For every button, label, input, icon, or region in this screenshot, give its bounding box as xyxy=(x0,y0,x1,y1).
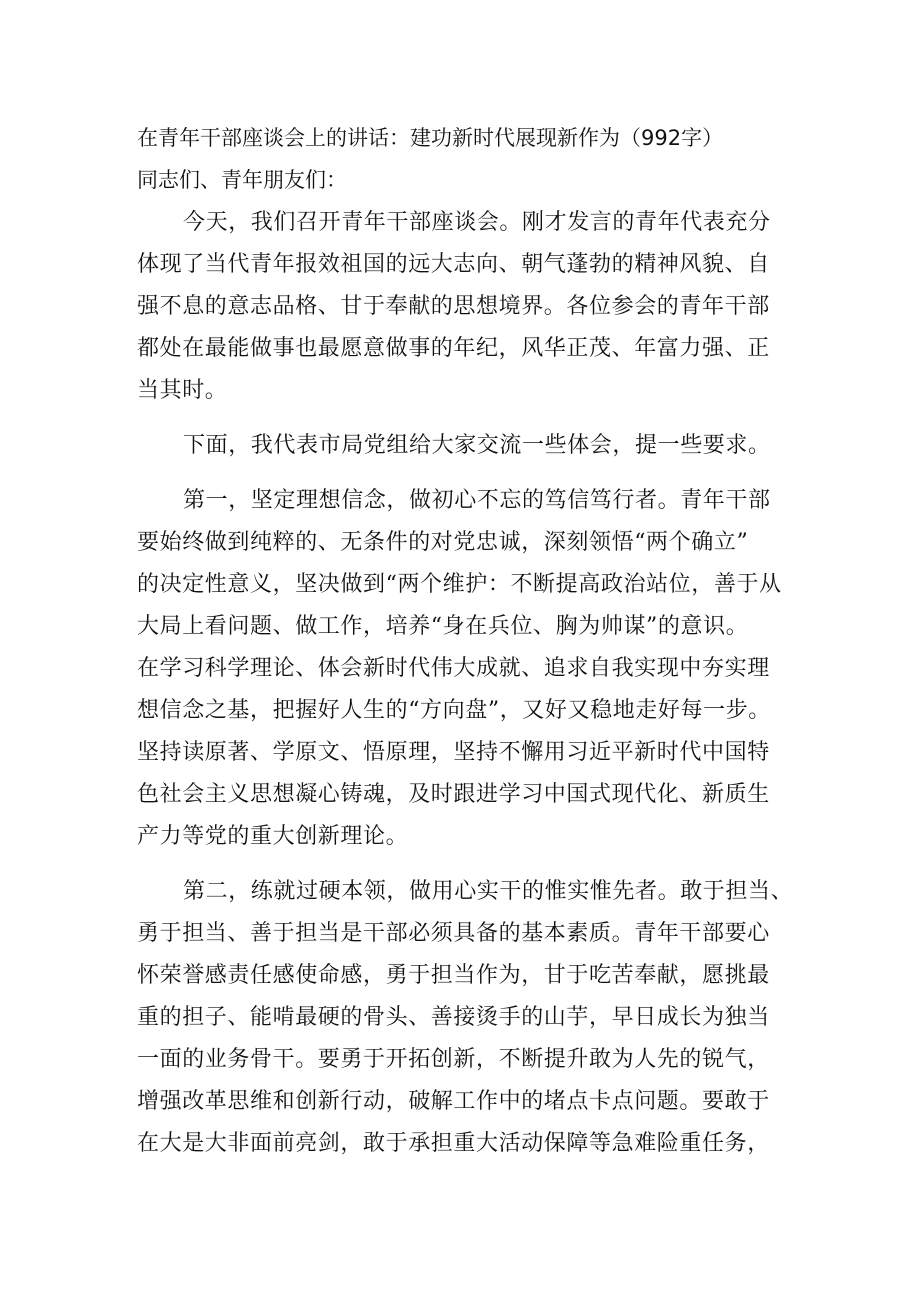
text-line: 在学习科学理论、体会新时代伟大成就、追求自我实现中夯实理 xyxy=(137,656,770,681)
document-title: 在青年干部座谈会上的讲话：建功新时代展现新作为（992字） xyxy=(137,126,724,150)
text-line: 勇于担当、善于担当是干部必须具备的基本素质。青年干部要心 xyxy=(137,921,770,946)
text-line: 大局上看问题、做工作，培养“身在兵位、胸为帅谋”的意识。 xyxy=(137,614,749,639)
text-line: 怀荣誉感责任感使命感，勇于担当作为，甘于吃苦奉献，愿挑最 xyxy=(137,963,770,988)
paragraph-1 xyxy=(137,202,797,412)
paragraph-4 xyxy=(137,871,797,1165)
text-line: 增强改革思维和创新行动，破解工作中的堵点卡点问题。要敢于 xyxy=(137,1089,770,1114)
text-line: 在大是大非面前亮剑，敢于承担重大活动保障等急难险重任务， xyxy=(137,1131,770,1156)
text-line: 都处在最能做事也最愿意做事的年纪，风华正茂、年富力强、正 xyxy=(137,336,770,361)
text-line: 想信念之基，把握好人生的“方向盘”，又好又稳地走好每一步。 xyxy=(137,698,771,723)
text-line: 第一，坚定理想信念，做初心不忘的笃信笃行者。青年干部 xyxy=(183,488,771,513)
text-line: 的决定性意义，坚决做到“两个维护：不断提高政治站位，善于从 xyxy=(137,572,782,597)
paragraph-2 xyxy=(137,425,797,467)
salutation: 同志们、青年朋友们： xyxy=(137,168,347,192)
text-line: 一面的业务骨干。要勇于开拓创新，不断提升敢为人先的锐气， xyxy=(137,1047,770,1072)
text-line: 强不息的意志品格、甘于奉献的思想境界。各位参会的青年干部 xyxy=(137,294,770,319)
text-line: 今天，我们召开青年干部座谈会。刚才发言的青年代表充分 xyxy=(183,210,771,235)
text-line: 体现了当代青年报效祖国的远大志向、朝气蓬勃的精神风貌、自 xyxy=(137,252,770,277)
text-line: 当其时。 xyxy=(137,378,228,403)
text-line: 色社会主义思想凝心铸魂，及时跟进学习中国式现代化、新质生 xyxy=(137,782,770,807)
text-line: 要始终做到纯粹的、无条件的对党忠诚，深刻领悟“两个确立” xyxy=(137,530,749,555)
text-line: 坚持读原著、学原文、悟原理，坚持不懈用习近平新时代中国特 xyxy=(137,740,770,765)
text-line: 重的担子、能啃最硬的骨头、善接烫手的山芋，早日成长为独当 xyxy=(137,1005,770,1030)
paragraph-3 xyxy=(137,480,797,858)
text-line: 下面，我代表市局党组给大家交流一些体会，提一些要求。 xyxy=(183,433,771,458)
document-body xyxy=(137,202,797,1178)
text-line: 第二，练就过硬本领，做用心实干的惟实惟先者。敢于担当、 xyxy=(183,879,794,904)
text-line: 产力等党的重大创新理论。 xyxy=(137,824,409,849)
